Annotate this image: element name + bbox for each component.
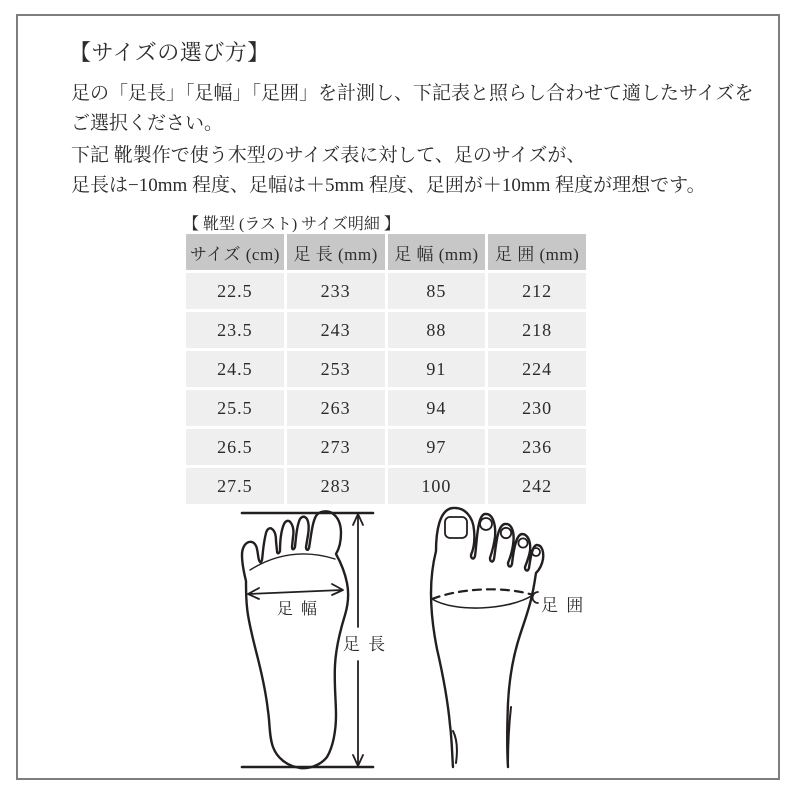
cell-length: 243 [287, 312, 385, 348]
toenail [518, 538, 527, 547]
big-toenail [445, 517, 467, 538]
table-row [186, 390, 586, 426]
cell-girth: 230 [488, 390, 586, 426]
cell-length: 253 [287, 351, 385, 387]
table-row [186, 312, 586, 348]
guide-line-1: 下記 靴製作で使う木型のサイズ表に対して、足のサイズが、 [71, 145, 586, 166]
intro-line-1: 足の「足長」「足幅」「足囲」を計測し、下記表と照らし合わせて適したサイズを [71, 83, 754, 104]
header-size-cm: サイズ (cm) [186, 234, 284, 270]
toenail [480, 518, 492, 530]
intro-line-2: ご選択ください。 [71, 113, 224, 134]
cell-size: 22.5 [186, 273, 284, 309]
cell-length: 283 [287, 468, 385, 504]
last-size-table [183, 231, 589, 507]
cell-length: 273 [287, 429, 385, 465]
cell-size: 26.5 [186, 429, 284, 465]
cell-width: 91 [388, 351, 486, 387]
cell-girth: 236 [488, 429, 586, 465]
guide-paragraph [71, 141, 706, 201]
cell-length: 233 [287, 273, 385, 309]
girth-arrow-tip [533, 592, 539, 603]
intro-paragraph [71, 79, 753, 139]
foot-width-label: 足 幅 [276, 601, 320, 618]
toenail [501, 528, 511, 538]
size-table-header-row [186, 234, 586, 270]
page-title: 【サイズの選び方】 [69, 40, 270, 65]
cell-size: 27.5 [186, 468, 284, 504]
foot-length-label: 足 長 [342, 635, 388, 654]
cell-size: 24.5 [186, 351, 284, 387]
header-foot-width-mm: 足 幅 (mm) [388, 234, 486, 270]
header-foot-length-mm: 足 長 (mm) [287, 234, 385, 270]
size-table-caption: 【 靴型 (ラスト) サイズ明細 】 [183, 216, 400, 233]
cell-width: 88 [388, 312, 486, 348]
guide-line-2: 足長は−10mm 程度、足幅は＋5mm 程度、足囲が＋10mm 程度が理想です。 [71, 175, 706, 196]
cell-girth: 242 [488, 468, 586, 504]
table-row [186, 351, 586, 387]
cell-girth: 224 [488, 351, 586, 387]
foot-sole-diagram [232, 503, 395, 775]
foot-sole-outline [242, 511, 348, 768]
cell-size: 25.5 [186, 390, 284, 426]
header-foot-girth-mm: 足 囲 (mm) [488, 234, 586, 270]
table-row [186, 468, 586, 504]
table-row [186, 429, 586, 465]
cell-girth: 218 [488, 312, 586, 348]
foot-width-arrow [248, 584, 343, 599]
foot-girth-label: 足 囲 [541, 596, 586, 615]
cell-width: 94 [388, 390, 486, 426]
cell-width: 100 [388, 468, 486, 504]
foot-top-view-diagram [405, 503, 595, 780]
cell-length: 263 [287, 390, 385, 426]
cell-size: 23.5 [186, 312, 284, 348]
cell-width: 97 [388, 429, 486, 465]
girth-solid-line [432, 595, 533, 608]
girth-dashed-line [432, 589, 533, 599]
cell-girth: 212 [488, 273, 586, 309]
cell-width: 85 [388, 273, 486, 309]
table-row [186, 273, 586, 309]
